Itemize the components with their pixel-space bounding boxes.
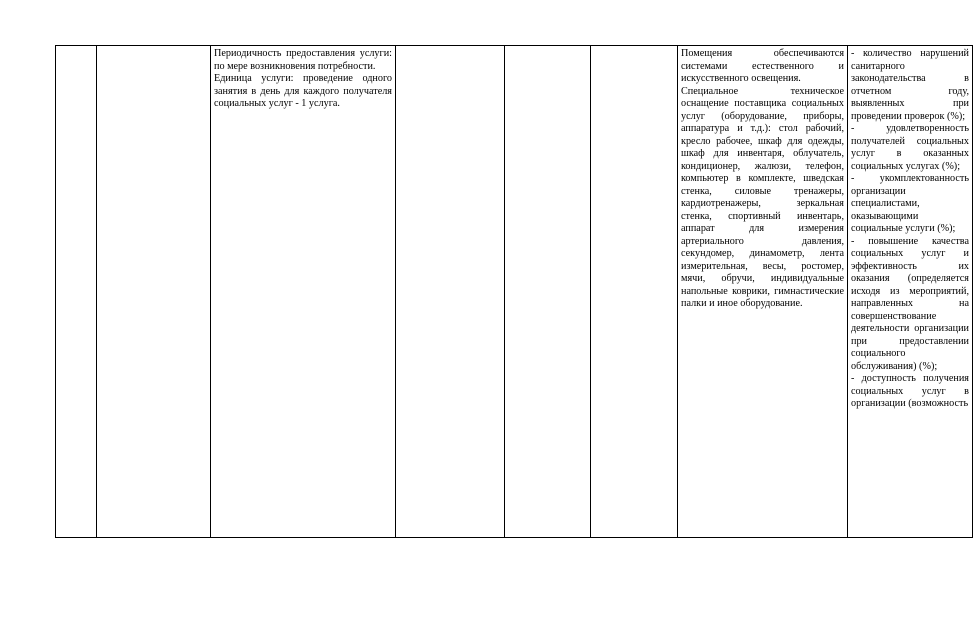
col-tariff-cell [591, 46, 678, 538]
col-service-name-cell [97, 46, 211, 538]
unit-text: Единица услуги: проведение одного занятия в день для каждого получателя социальных услуг - 1 услуга. [214, 73, 392, 109]
indicator-item: - количество нарушений санитарного законодательства в отчетном году, выявленных при проведении проверок (%); [851, 48, 969, 122]
indicator-item: - доступность получения социальных услуг в организации (возможность [851, 373, 969, 409]
col-indicators-cell [848, 46, 973, 538]
col-norm-cell [505, 46, 591, 538]
equipment-text: Специальное техническое оснащение поставщика социальных услуг (оборудование, приборы, аппаратура и т.д.): стол рабочий, кресло рабочее, шкаф для одежды, шкаф для инвентаря, облучатель, кондиционер, жалюзи, телефон, компьютер в комплекте, шведская стенка, силовые тренажеры, кардиотренажеры, зеркальная стенка, спортивный инвентарь, аппарат для измерения артериального давления, секундомер, динамометр, лента измерительная, весы, ростомер, мячи, обручи, индивидуальные напольные коврики, гимнастические палки и иное оборудование. [681, 85, 844, 309]
indicator-item: - укомплектованность организации специалистами, оказывающими социальные услуги (%); [851, 173, 969, 234]
periodicity-text: Периодичность предоставления услуги: по мере возникновения потребности. [214, 48, 392, 72]
services-table [55, 45, 973, 538]
col-term-cell [396, 46, 505, 538]
premises-text: Помещения обеспечиваются системами естественного и искусственного освещения. [681, 48, 844, 84]
col-number-cell [56, 46, 97, 538]
indicator-item: - повышение качества социальных услуг и эффективность их оказания (определяется исходя из мероприятий, направленных на совершенствование деятельности организации при предоставлении социального обслуживания) (%); [851, 235, 969, 372]
col-conditions-cell [678, 46, 848, 538]
indicator-item: - удовлетворенность получателей социальных услуг в оказанных социальных услугах (%); [851, 123, 969, 172]
col-description-cell [211, 46, 396, 538]
table-row [56, 46, 973, 538]
